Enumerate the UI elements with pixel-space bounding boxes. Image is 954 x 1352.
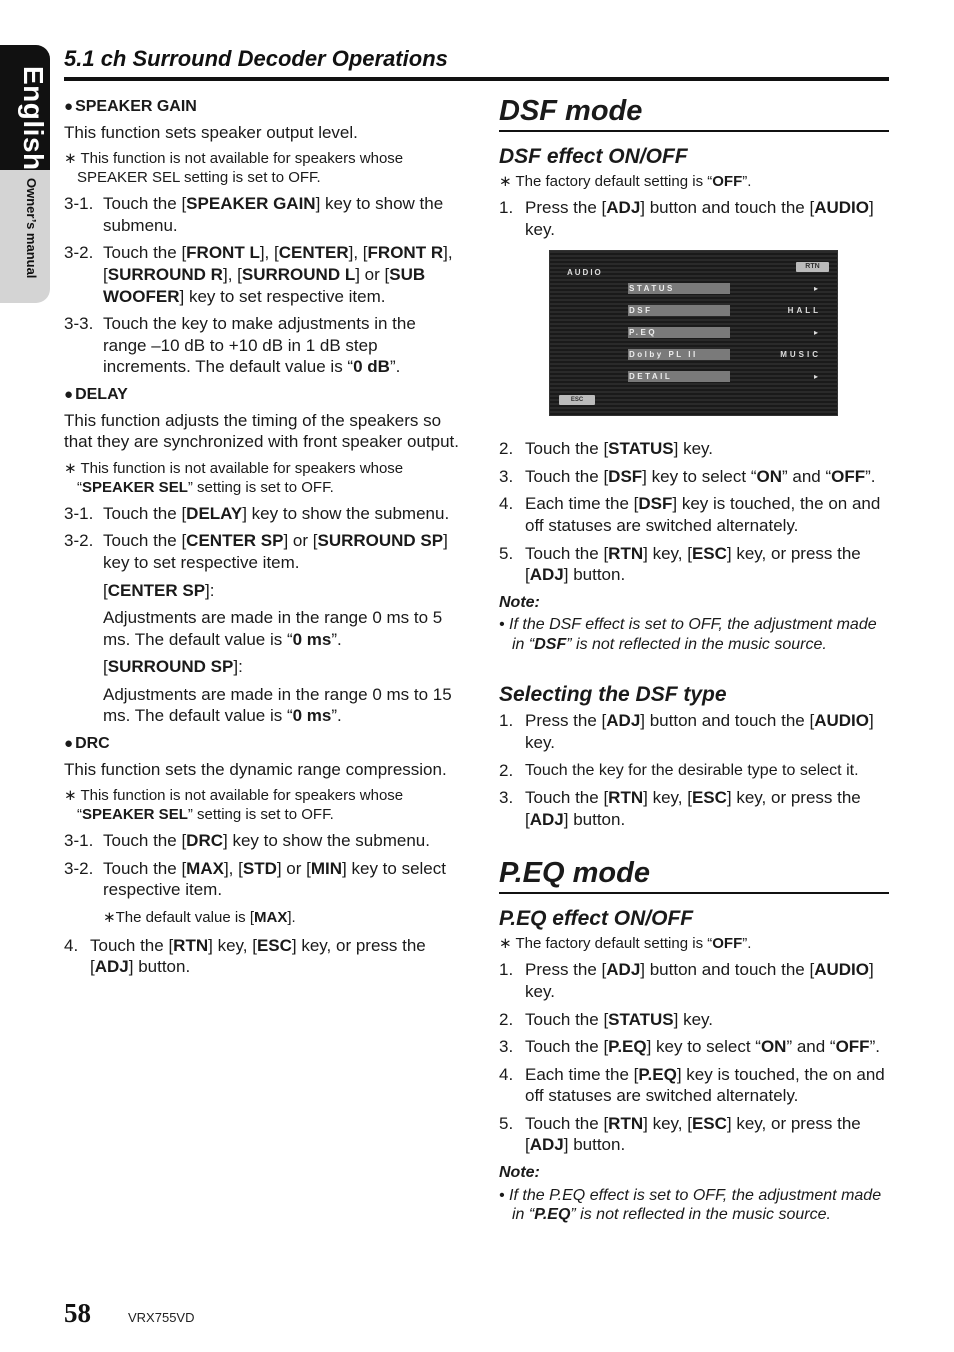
drc-heading: ● DRC: [64, 735, 110, 753]
list-item: 2. Touch the [STATUS] key.: [499, 439, 714, 459]
detail-key: DETAIL: [628, 371, 730, 382]
center-sp-text: Adjustments are made in the range 0 ms to 5 ms. The default value is “0 ms”.: [103, 608, 443, 649]
list-item: 3-1. Touch the [DELAY] key to show the submenu.: [64, 503, 450, 523]
peq-key: P.EQ: [628, 327, 730, 338]
speaker-gain-heading: ● SPEAKER GAIN: [64, 98, 197, 115]
list-item: 5. Touch the [RTN] key, [ESC] key, or press the [ADJ] button.: [499, 543, 861, 585]
list-item: 4. Touch the [RTN] key, [ESC] key, or press the [ADJ] button.: [64, 935, 426, 977]
right-column: [499, 94, 889, 1225]
speaker-gain-desc: This function sets speaker output level.: [64, 122, 358, 142]
esc-button: ESC: [559, 395, 595, 405]
surround-sp-label: [SURROUND SP]:: [103, 657, 243, 677]
peq-mode-rule: [499, 892, 889, 894]
status-value: ▸: [813, 284, 821, 294]
delay-note: ∗ This function is not available for speakers whose “SPEAKER SEL” setting is set to OFF.: [64, 459, 404, 496]
peq-value: ▸: [813, 328, 821, 338]
peq-note-title: Note:: [499, 1164, 540, 1182]
dsf-note-text: • If the DSF effect is set to OFF, the adjustment made in “DSF” is not reflected in the music source.: [499, 616, 877, 653]
list-item: 3. Touch the [P.EQ] key to select “ON” and “OFF”.: [499, 1037, 880, 1057]
delay-desc: This function adjusts the timing of the speakers so that they are synchronized with front speaker output.: [64, 410, 460, 452]
list-item: 3. Touch the [DSF] key to select “ON” and “OFF”.: [499, 466, 876, 486]
center-sp-label: [CENTER SP]:: [103, 580, 215, 600]
header-rule: [64, 77, 889, 81]
delay-heading: ● DELAY: [64, 385, 128, 403]
speaker-gain-note: ∗ This function is not available for speakers whose SPEAKER SEL setting is set to OFF.: [64, 150, 404, 187]
dsf-mode-rule: [499, 130, 889, 132]
peq-note-text: • If the P.EQ effect is set to OFF, the adjustment made in “P.EQ” is not reflected in the music source.: [499, 1186, 882, 1224]
list-item: 3-2. Touch the [FRONT L], [CENTER], [FRONT R], [SURROUND R], [SURROUND L] or [SUB WOOFER] key to set respective item.: [64, 243, 453, 306]
dsf-key: DSF: [628, 305, 730, 316]
dsf-factory-note: ∗ The factory default setting is “OFF”.: [499, 173, 752, 190]
list-item: 3-1. Touch the [SPEAKER GAIN] key to show the submenu.: [64, 194, 444, 235]
dsf-mode-title: DSF mode: [499, 95, 643, 127]
list-item: 3-2. Touch the [MAX], [STD] or [MIN] key to select respective item.: [64, 858, 446, 900]
list-item: 1. Press the [ADJ] button and touch the [AUDIO] key.: [499, 198, 874, 239]
status-key: STATUS: [628, 283, 730, 294]
list-item: 1. Press the [ADJ] button and touch the [AUDIO] key.: [499, 960, 874, 1001]
dsf-note-title: Note:: [499, 593, 540, 611]
audio-screen-image: [549, 250, 838, 416]
dsf-type-heading: Selecting the DSF type: [499, 683, 727, 707]
language-label: English: [18, 66, 49, 171]
dolby-key: Dolby PL II: [628, 349, 730, 360]
peq-mode-title: P.EQ mode: [499, 857, 650, 890]
list-item: 4. Each time the [P.EQ] key is touched, the on and off statuses are switched alternately.: [499, 1064, 885, 1106]
dsf-effect-heading: DSF effect ON/OFF: [499, 145, 688, 168]
dolby-value: MUSIC: [780, 350, 821, 360]
surround-sp-text: Adjustments are made in the range 0 ms to 15 ms. The default value is “0 ms”.: [103, 684, 452, 726]
list-item: 4. Each time the [DSF] key is touched, the on and off statuses are switched alternately.: [499, 494, 881, 535]
left-column: [64, 96, 459, 984]
drc-default-note: ∗The default value is [MAX].: [103, 909, 296, 927]
list-item: 3. Touch the [RTN] key, [ESC] key, or press the [ADJ] button.: [499, 788, 861, 829]
drc-desc: This function sets the dynamic range compression.: [64, 759, 447, 779]
detail-value: ▸: [813, 372, 821, 382]
list-item: 2. Touch the key for the desirable type to select it.: [499, 760, 859, 780]
list-item: 1. Press the [ADJ] button and touch the [AUDIO] key.: [499, 711, 874, 752]
peq-effect-heading: P.EQ effect ON/OFF: [499, 907, 694, 931]
list-item: 5. Touch the [RTN] key, [ESC] key, or press the [ADJ] button.: [499, 1113, 861, 1155]
drc-note: ∗ This function is not available for speakers whose “SPEAKER SEL” setting is set to OFF.: [64, 787, 404, 824]
list-item: 3-2. Touch the [CENTER SP] or [SURROUND SP] key to set respective item.: [64, 531, 448, 572]
list-item: 3-3. Touch the key to make adjustments in the range –10 dB to +10 dB in 1 dB step increments. The default value is “0 dB”.: [64, 314, 416, 377]
rtn-button: RTN: [796, 262, 829, 272]
manual-label: Owner’s manual: [24, 178, 39, 279]
peq-factory-note: ∗ The factory default setting is “OFF”.: [499, 935, 752, 953]
dsf-value: HALL: [787, 306, 821, 316]
section-title: 5.1 ch Surround Decoder Operations: [64, 46, 448, 71]
page-number: 58: [64, 1298, 91, 1328]
model-number: VRX755VD: [128, 1310, 195, 1325]
list-item: 3-1. Touch the [DRC] key to show the submenu.: [64, 831, 430, 851]
screen-title: AUDIO: [567, 268, 603, 278]
list-item: 2. Touch the [STATUS] key.: [499, 1009, 714, 1029]
